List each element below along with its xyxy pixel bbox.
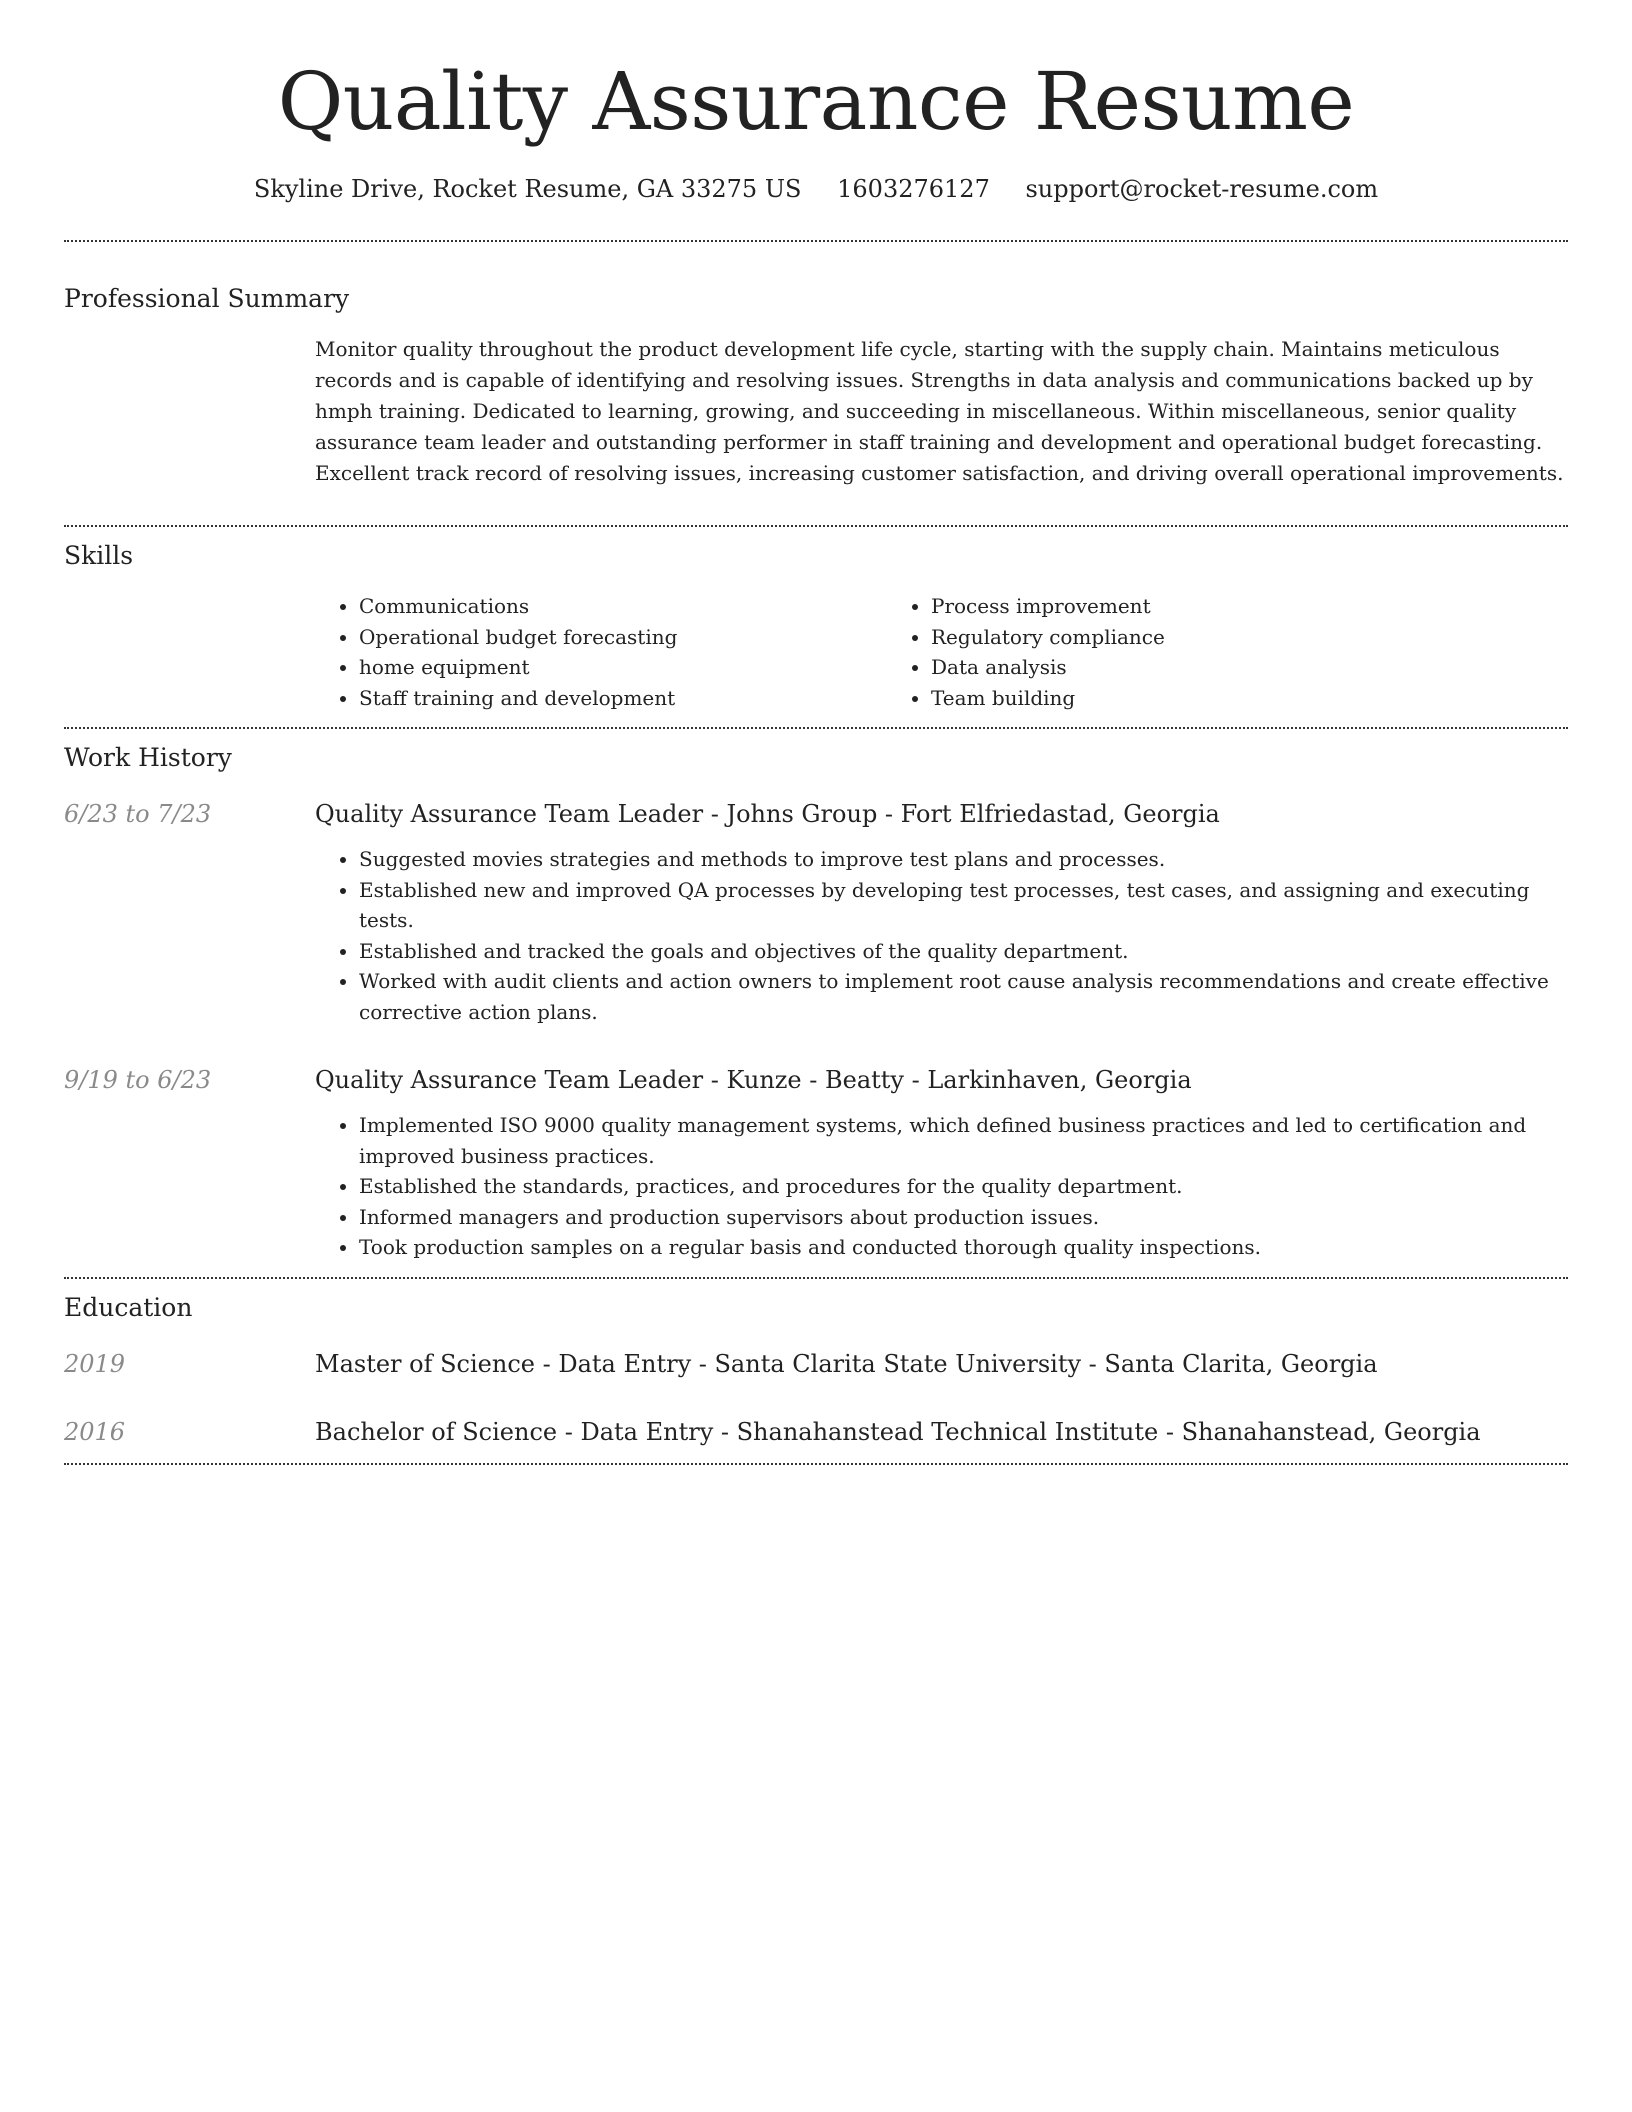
skills-heading: Skills [64, 541, 134, 570]
resume-title: Quality Assurance Resume [277, 55, 1355, 148]
contact-line [64, 172, 1568, 206]
skills-list-right [887, 591, 1459, 713]
education-section [64, 1279, 1568, 1463]
job-bullet: • Informed managers and production supervisors about production issues. [359, 1202, 1568, 1233]
skills-columns [315, 591, 1568, 713]
resume-header [64, 0, 1568, 206]
education-year: 2016 [64, 1417, 126, 1446]
education-entry [64, 1347, 1568, 1381]
education-heading: Education [64, 1292, 193, 1322]
job-entry [64, 797, 1568, 1027]
education-degree: Bachelor of Science - Data Entry - Shanahanstead Technical Institute - Shanahanstead, Georgia [315, 1417, 1481, 1446]
job-entry [64, 1063, 1568, 1263]
job-bullets [315, 1110, 1568, 1263]
job-bullet: • Took production samples on a regular basis and conducted thorough quality inspections. [359, 1232, 1568, 1263]
skill-item: • Data analysis [931, 652, 1459, 683]
skill-item: • Communications [359, 591, 887, 622]
section-divider [64, 1463, 1568, 1465]
job-title: Quality Assurance Team Leader - Kunze - Beatty - Larkinhaven, Georgia [315, 1066, 1192, 1094]
contact-address: Skyline Drive, Rocket Resume, GA 33275 US [253, 175, 802, 203]
job-bullet: • Worked with audit clients and action owners to implement root cause analysis recommendations and create effective corrective action plans. [359, 966, 1568, 1027]
work-history-section [64, 729, 1568, 1277]
work-history-heading: Work History [64, 743, 232, 772]
contact-phone: 1603276127 [837, 175, 990, 203]
summary-heading: Professional Summary [64, 284, 350, 313]
job-bullet: • Implemented ISO 9000 quality management systems, which defined business practices and led to certification and improved business practices. [359, 1110, 1568, 1171]
summary-section [64, 242, 1568, 525]
skill-item: • Process improvement [931, 591, 1459, 622]
education-year: 2019 [64, 1349, 126, 1378]
skill-item: • home equipment [359, 652, 887, 683]
skill-item: • Regulatory compliance [931, 622, 1459, 653]
job-bullet: • Established and tracked the goals and objectives of the quality department. [359, 936, 1568, 967]
job-bullet: • Established new and improved QA processes by developing test processes, test cases, and assigning and executing tests. [359, 875, 1568, 936]
job-title: Quality Assurance Team Leader - Johns Group - Fort Elfriedastad, Georgia [315, 800, 1220, 828]
contact-email: support@rocket-resume.com [1025, 175, 1379, 203]
skills-list-left [315, 591, 887, 713]
education-entry [64, 1415, 1568, 1449]
skill-item: • Operational budget forecasting [359, 622, 887, 653]
summary-text: Monitor quality throughout the product development life cycle, starting with the supply chain. Maintains meticulous records and is capable of identifying and resolving issues. Strengths in data analysis and communications backed up by hmph training. Dedicated to learning, growing, and succeeding in miscellaneous. Within miscellaneous, senior quality assurance team leader and outstanding performer in staff training and development and operational budget forecasting. Excellent track record of resolving issues, increasing customer satisfaction, and driving overall operational improvements. [315, 337, 1564, 485]
skill-item: • Staff training and development [359, 683, 887, 714]
education-degree: Master of Science - Data Entry - Santa Clarita State University - Santa Clarita, Georgia [315, 1349, 1378, 1378]
job-bullets [315, 844, 1568, 1027]
job-bullet: • Established the standards, practices, and procedures for the quality department. [359, 1171, 1568, 1202]
job-bullet: • Suggested movies strategies and methods to improve test plans and processes. [359, 844, 1568, 875]
job-dates: 6/23 to 7/23 [64, 800, 212, 828]
skill-item: • Team building [931, 683, 1459, 714]
skills-section [64, 527, 1568, 727]
job-dates: 9/19 to 6/23 [64, 1066, 212, 1094]
